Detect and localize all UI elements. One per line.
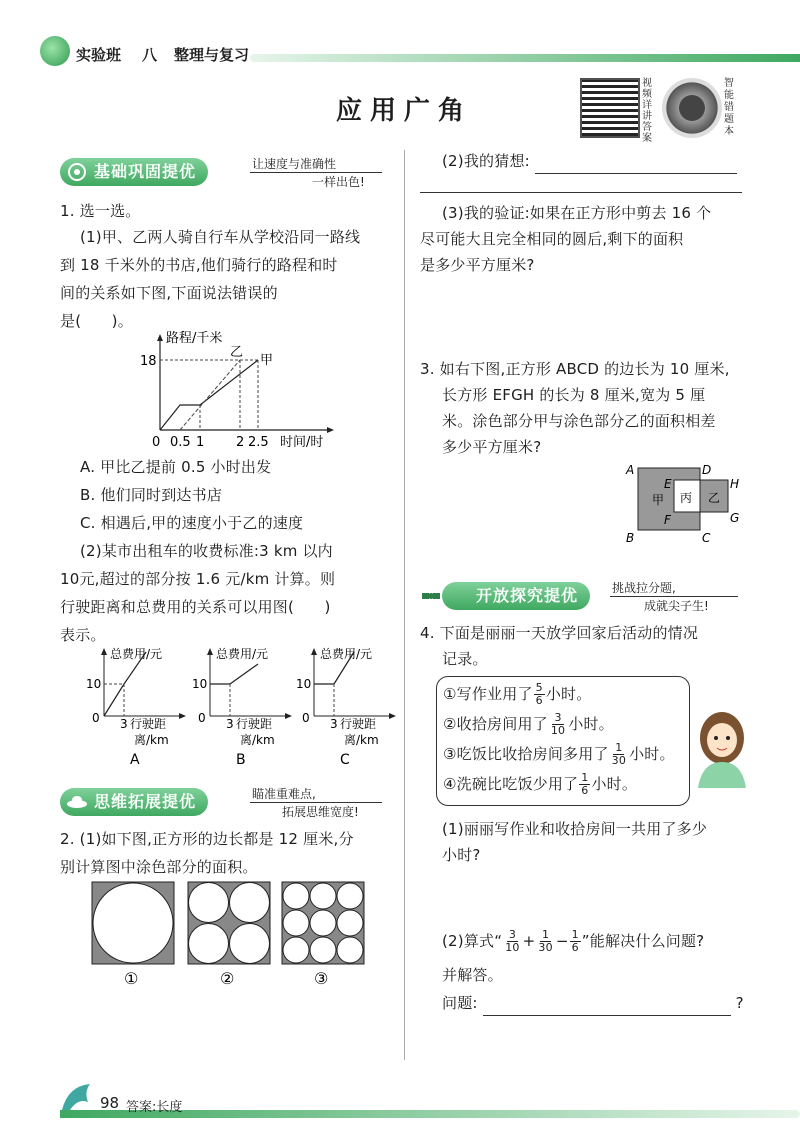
record-1-text: ①写作业用了 <box>443 685 533 703</box>
mini-c-ylabel: 总费用/元 <box>320 647 373 661</box>
question-label: 问题: <box>442 994 478 1012</box>
record-2-frac <box>549 712 567 737</box>
chart-tick-25: 2.5 <box>248 435 269 450</box>
chart-y-arrow <box>157 334 163 341</box>
section-extend-banner <box>60 788 208 816</box>
mini-b-zero: 0 <box>198 711 206 725</box>
q1-p2-line2: 10元,超过的部分按 1.6 元/km 计算。则 <box>60 570 336 588</box>
chart-tick-0: 0 <box>152 435 161 450</box>
section-basic-banner <box>60 158 208 186</box>
q1-p1-line3: 间的关系如下图,下面说法错误的 <box>60 284 278 302</box>
record-4-text: ④洗碗比吃饭少用了 <box>443 775 579 793</box>
q1-p2-line4: 表示。 <box>60 626 106 644</box>
satellite-icon <box>420 586 442 606</box>
header-section: 整理与复习 <box>174 46 250 64</box>
q1-p2-line1: (2)某市出租车的收费标准:3 km 以内 <box>80 542 333 560</box>
q1-option-a[interactable]: A. 甲比乙提前 0.5 小时出发 <box>80 458 272 476</box>
label-f: F <box>664 513 671 527</box>
mini-c-zero: 0 <box>302 711 310 725</box>
q4-question-row <box>442 990 744 1016</box>
q4-sub1-line1: (1)丽丽写作业和收拾房间一共用了多少 <box>442 820 708 838</box>
q4-sub2-line2: 并解答。 <box>442 966 503 984</box>
q2-verify-line1: (3)我的验证:如果在正方形中剪去 16 个 <box>442 204 712 222</box>
q3-line1: 3. 如右下图,正方形 ABCD 的边长为 10 厘米, <box>420 360 730 378</box>
series-jia-line <box>160 360 258 430</box>
tag-underline <box>250 802 382 803</box>
ufo-icon <box>66 792 88 812</box>
label-bing: 丙 <box>680 491 693 505</box>
record-3-den: 30 <box>611 754 627 767</box>
qr-video-label: 视频详讲答案 <box>642 78 652 144</box>
tag-underline <box>250 172 382 173</box>
label-yi: 乙 <box>708 491 721 505</box>
qr-video-answer[interactable] <box>580 78 640 138</box>
mini-a-x3: 3 <box>120 717 128 731</box>
mini-c-xlabel: 行驶距 <box>340 717 377 731</box>
q2-guess-label: (2)我的猜想: <box>442 152 530 170</box>
q2-verify-line2: 尽可能大且完全相同的圆后,剩下的面积 <box>420 230 684 248</box>
header-unit: 八 <box>142 46 158 64</box>
q4-sub2-line1 <box>442 928 704 954</box>
section-basic-tag2: 一样出色! <box>312 175 365 189</box>
column-divider <box>404 150 405 1060</box>
distance-time-chart <box>140 330 360 450</box>
dolphin-icon <box>58 1080 98 1120</box>
record-2-text: ②收拾房间用了 <box>443 715 548 733</box>
mini-b-name: B <box>236 752 246 768</box>
record-4-unit: 小时。 <box>591 775 638 793</box>
record-4-den: 6 <box>581 784 589 797</box>
mini-chart-c[interactable] <box>296 646 406 768</box>
mini-b-y10: 10 <box>192 677 208 691</box>
mini-a-xlabel2: 离/km <box>134 733 169 747</box>
q1-head: 1. 选一选。 <box>60 202 141 220</box>
mini-a-name: A <box>130 752 140 768</box>
record-1-unit: 小时。 <box>545 685 592 703</box>
mini-b-ylabel: 总费用/元 <box>216 647 269 661</box>
record-2-unit: 小时。 <box>568 715 614 733</box>
q4-line1: 4. 下面是丽丽一天放学回家后活动的情况 <box>420 624 699 642</box>
record-row-3 <box>443 741 675 767</box>
q3-line2: 长方形 EFGH 的长为 8 厘米,宽为 5 厘 <box>442 386 706 404</box>
record-4-num: 1 <box>581 771 589 784</box>
section-extend-label: 思维拓展提优 <box>94 792 197 811</box>
q1-p1-line4: 是( )。 <box>60 312 133 330</box>
mini-c-x3: 3 <box>330 717 338 731</box>
label-h: H <box>730 477 740 491</box>
chart-xlabel: 时间/时 <box>280 435 324 450</box>
square-3-label: ③ <box>314 969 329 988</box>
mini-c-xlabel2: 离/km <box>344 733 379 747</box>
record-row-1 <box>443 681 591 707</box>
section-open-tag2: 成就尖子生! <box>644 599 709 613</box>
expr-f3-num: 1 <box>571 928 579 941</box>
page-title: 应用广角 <box>336 96 473 126</box>
label-jia: 甲 <box>652 493 665 507</box>
label-e: E <box>664 477 672 491</box>
section-extend-tag2: 拓展思维宽度! <box>282 805 359 819</box>
mini-b-xlabel2: 离/km <box>240 733 275 747</box>
chart-tick-2: 2 <box>236 435 245 450</box>
header-stripe <box>250 54 800 62</box>
record-2-den: 10 <box>550 724 566 737</box>
expr-frac-3 <box>570 929 581 954</box>
mini-a-zero: 0 <box>92 711 100 725</box>
logo-icon <box>40 36 70 66</box>
label-g: G <box>730 511 740 525</box>
header-bar <box>0 44 800 64</box>
page-number: 98 <box>100 1094 120 1112</box>
guess-answer-line[interactable] <box>535 158 737 174</box>
q2-verify-line3: 是多少平方厘米? <box>420 256 535 274</box>
record-4-frac <box>579 772 590 797</box>
record-3-frac <box>610 742 628 767</box>
chart-y18: 18 <box>140 354 157 369</box>
record-1-num: 5 <box>535 681 543 694</box>
q2-p1-line2: 别计算图中涂色部分的面积。 <box>60 858 258 876</box>
record-box <box>436 676 690 806</box>
expr-f2-num: 1 <box>542 928 550 941</box>
mini-c-name: C <box>340 752 350 768</box>
chart-jia-label: 甲 <box>260 353 274 368</box>
record-row-4 <box>443 771 637 797</box>
question-answer-line[interactable] <box>483 1000 731 1016</box>
section-open-tag1: 挑战拉分题, <box>612 581 676 595</box>
mini-b-xlabel: 行驶距 <box>236 717 273 731</box>
record-3-text: ③吃饭比收拾房间多用了 <box>443 745 609 763</box>
expr-frac-1 <box>503 929 521 954</box>
mini-a-xlabel: 行驶距 <box>130 717 167 731</box>
chart-tick-05: 0.5 <box>170 435 191 450</box>
q1-p2-line3: 行驶距离和总费用的关系可以用图( ) <box>60 598 331 616</box>
square-1-circle <box>93 883 173 963</box>
q2-guess <box>442 148 737 174</box>
question-mark: ? <box>735 994 744 1012</box>
section-open-label: 开放探究提优 <box>476 586 579 605</box>
record-3-num: 1 <box>615 741 623 754</box>
mini-b-x3: 3 <box>226 717 234 731</box>
q1-option-b[interactable]: B. 他们同时到达书店 <box>80 486 223 504</box>
record-3-unit: 小时。 <box>629 745 675 763</box>
expr-f1-num: 3 <box>508 928 517 941</box>
expr-f3-den: 6 <box>571 941 579 954</box>
record-2-num: 3 <box>554 711 562 724</box>
square-2-label: ② <box>220 969 235 988</box>
target-icon <box>66 162 88 182</box>
q1-p1-line2: 到 18 千米外的书店,他们骑行的路程和时 <box>60 256 338 274</box>
q4-line2: 记录。 <box>442 650 488 668</box>
label-a: A <box>626 463 635 477</box>
chart-tick-1: 1 <box>196 435 205 450</box>
tag-underline <box>610 596 738 597</box>
mini-chart-a[interactable] <box>86 646 196 768</box>
squares-figure <box>90 880 370 990</box>
q2-p1-line1: 2. (1)如下图,正方形的边长都是 12 厘米,分 <box>60 830 354 848</box>
q3-line3: 米。涂色部分甲与涂色部分乙的面积相差 <box>442 412 716 430</box>
girl-illustration <box>692 704 752 788</box>
chart-x-arrow <box>327 427 334 433</box>
label-b: B <box>626 531 635 545</box>
square-1-label: ① <box>124 969 139 988</box>
expr-plus: + <box>522 932 536 950</box>
header-series: 实验班 <box>76 46 122 64</box>
qr-mistake-book[interactable] <box>662 78 722 138</box>
section-open-banner <box>442 582 590 610</box>
expr-f1-den: 10 <box>505 941 520 954</box>
chart-yi-label: 乙 <box>230 345 244 360</box>
mini-chart-b[interactable] <box>192 646 302 768</box>
qr-mistake-label: 智能错题本 <box>724 78 734 137</box>
chart-ylabel: 路程/千米 <box>166 331 223 346</box>
sub2-prefix: (2)算式“ <box>442 932 503 950</box>
label-c: C <box>702 531 711 545</box>
guess-answer-line2[interactable] <box>420 192 742 193</box>
series-yi-line <box>180 360 240 430</box>
mini-a-ylabel: 总费用/元 <box>110 647 163 661</box>
square-rect-figure <box>624 460 754 550</box>
expr-frac-2 <box>536 929 554 954</box>
sub2-suffix: ”能解决什么问题? <box>581 932 705 950</box>
mini-a-y10: 10 <box>86 677 102 691</box>
section-basic-tag1: 让速度与准确性 <box>252 157 337 171</box>
q1-p1-line1: (1)甲、乙两人骑自行车从学校沿同一路线 <box>80 228 361 246</box>
label-d: D <box>702 463 712 477</box>
section-extend-tag1: 瞄准重难点, <box>252 787 316 801</box>
q3-line4: 多少平方厘米? <box>442 438 542 456</box>
expr-f2-den: 30 <box>538 941 553 954</box>
section-basic-label: 基础巩固提优 <box>94 162 197 181</box>
footer-answer: 答案:长度 <box>126 1100 183 1115</box>
record-row-2 <box>443 711 614 737</box>
expr-minus: − <box>555 932 569 950</box>
record-1-frac <box>534 682 545 707</box>
mini-c-y10: 10 <box>296 677 312 691</box>
record-1-den: 6 <box>535 694 543 707</box>
q1-option-c[interactable]: C. 相遇后,甲的速度小于乙的速度 <box>80 514 304 532</box>
q4-sub1-line2: 小时? <box>442 846 481 864</box>
